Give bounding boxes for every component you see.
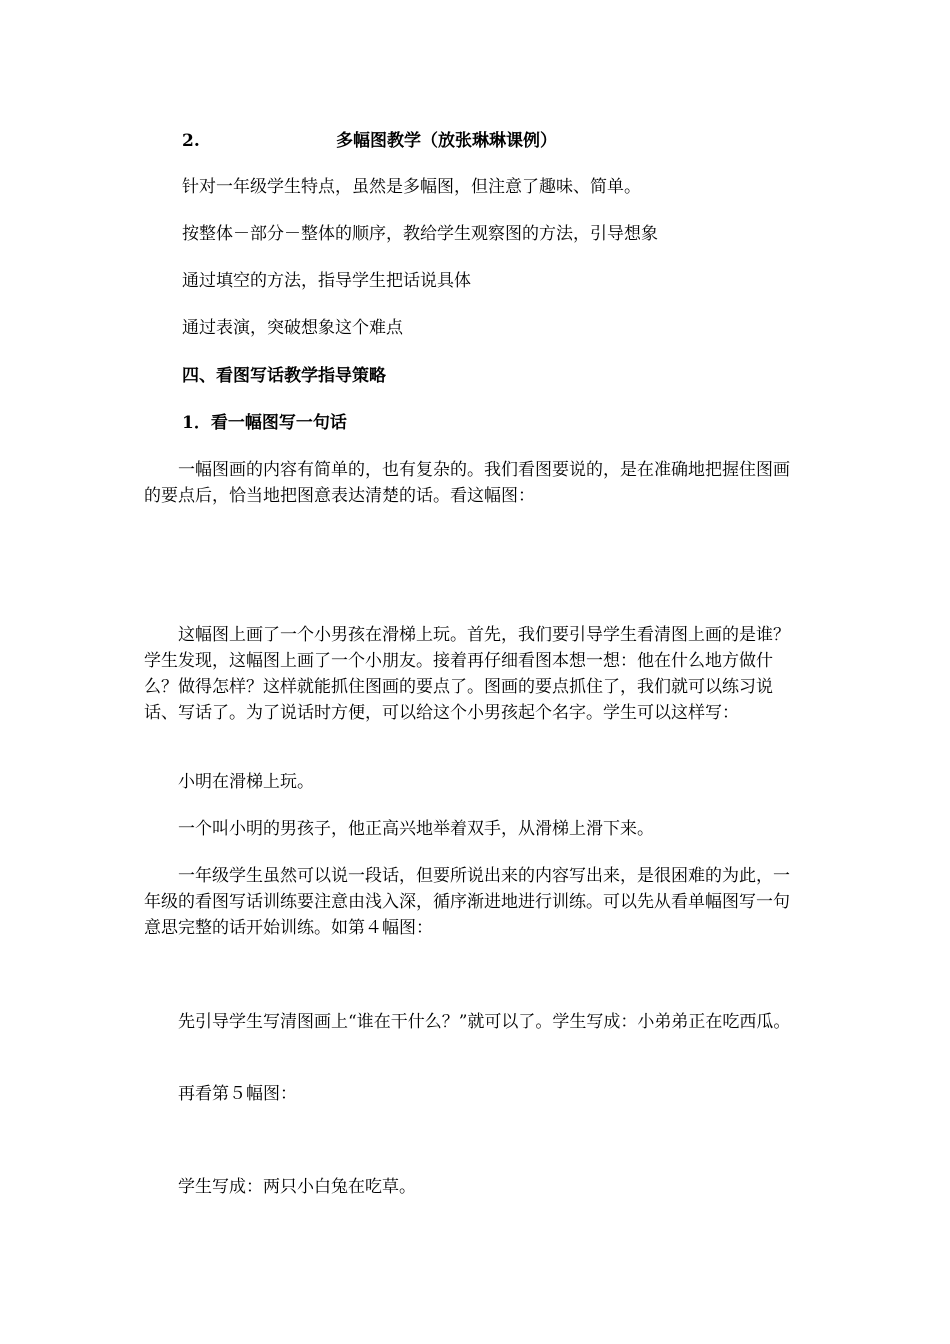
intro-paragraph: 一幅图画的内容有简单的，也有复杂的。我们看图要说的，是在准确地把握住图画的要点后，恰当地把图意表达清楚的话。看这幅图：	[144, 460, 790, 506]
section-title: 多幅图教学（放张琳琳课例）	[336, 131, 557, 151]
note-1: 针对一年级学生特点，虽然是多幅图，但注意了趣味、简单。	[182, 177, 641, 197]
figure-5-answer: 学生写成：两只小白兔在吃草。	[144, 1177, 416, 1197]
section-4-title: 四、看图写话教学指导策略	[182, 366, 386, 386]
section-4-subtitle: 1．看一幅图写一句话	[182, 413, 347, 433]
slide-paragraph: 这幅图上画了一个小男孩在滑梯上玩。首先，我们要引导学生看清图上画的是谁？学生发现，这幅图上画了一个小朋友。接着再仔细看图本想一想：他在什么地方做什么？做得怎样？这样就能抓住图画的要点了。图画的要点抓住了，我们就可以练习说话、写话了。为了说话时方便，可以给这个小男孩起个名字。学生可以这样写：	[144, 625, 790, 723]
note-4: 通过表演，突破想象这个难点	[182, 318, 403, 338]
grade-one-paragraph: 一年级学生虽然可以说一段话，但要所说出来的内容写出来，是很困难的为此，一年级的看图写话训练要注意由浅入深，循序渐进地进行训练。可以先从看单幅图写一句意思完整的话开始训练。如第４幅图：	[144, 866, 790, 938]
example-sentence-2: 一个叫小明的男孩子，他正高兴地举着双手，从滑梯上滑下来。	[144, 819, 654, 839]
figure-4-guide: 先引导学生写清图画上“谁在干什么？”就可以了。学生写成：小弟弟正在吃西瓜。	[144, 1012, 791, 1032]
figure-5-intro: 再看第５幅图：	[144, 1084, 297, 1104]
example-sentence-1: 小明在滑梯上玩。	[144, 772, 314, 792]
note-3: 通过填空的方法，指导学生把话说具体	[182, 271, 471, 291]
note-2: 按整体－部分－整体的顺序，教给学生观察图的方法，引导想象	[182, 224, 658, 244]
section-number: 2.	[182, 131, 200, 151]
